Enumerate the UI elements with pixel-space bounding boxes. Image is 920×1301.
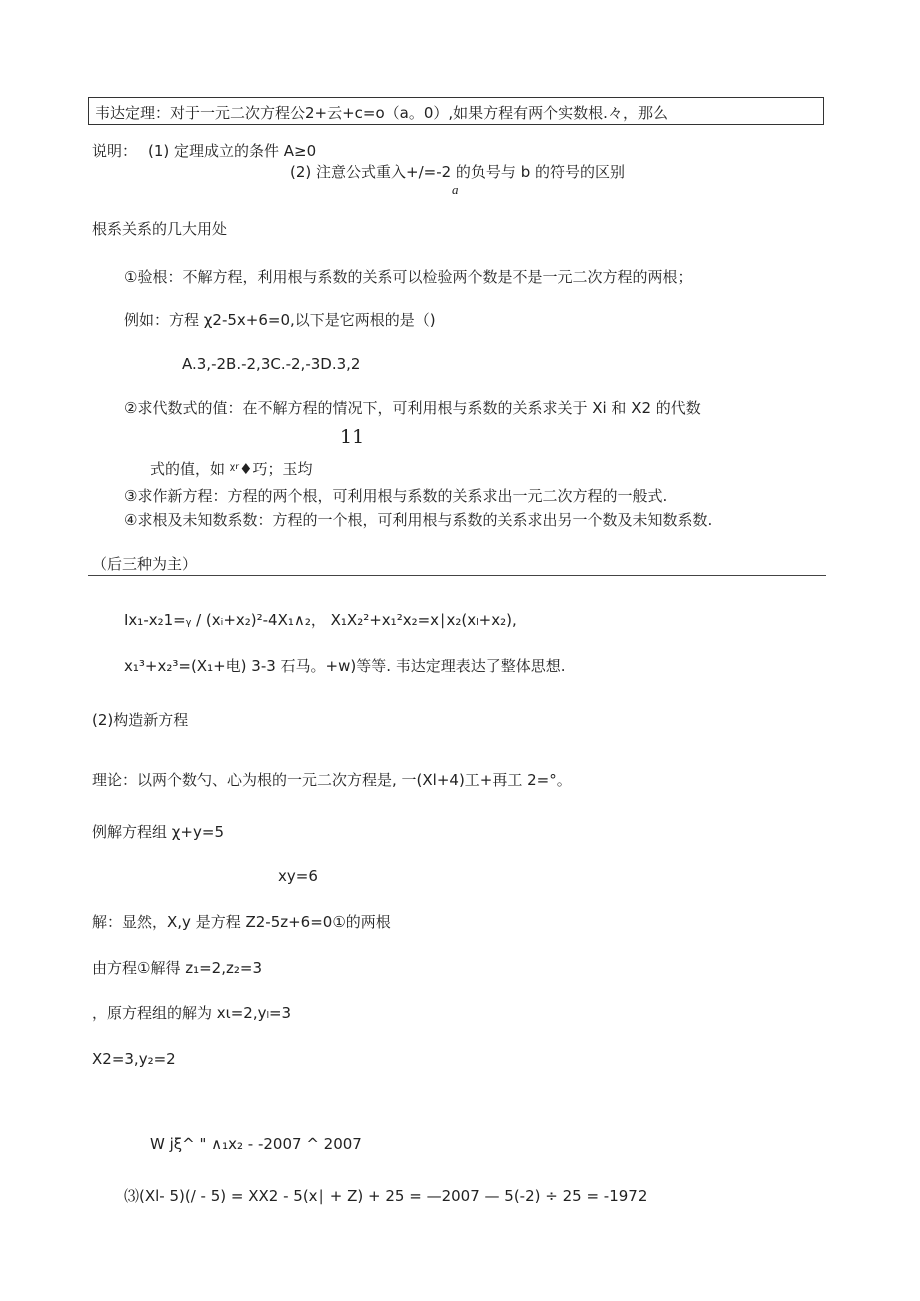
theorem-box	[88, 97, 824, 125]
formula-2: x₁³+x₂³=(X₁+电) 3-3 石马。+w)等等. 韦达定理表达了整体思想.	[124, 657, 566, 675]
theory-text: 理论：以两个数勺、心为根的一元二次方程是, 一(Xl+4)工+再工 2=°。	[92, 771, 572, 789]
theorem-text: 韦达定理：对于一元二次方程公2+云+c=o（a。0）,如果方程有两个实数根.々，那么	[95, 104, 668, 122]
solution-line-2: 由方程①解得 z₁=2,z₂=3	[92, 959, 262, 977]
note-item-1: (1) 定理成立的条件 A≥0	[148, 142, 317, 160]
use-2-number: 11	[340, 426, 365, 448]
solution-line-1: 解：显然，X,y 是方程 Z2-5z+6=0①的两根	[92, 913, 391, 931]
section-2-heading: (2)构造新方程	[92, 711, 189, 729]
note-item-2: (2) 注意公式重入+/=-2 的负号与 b 的符号的区别	[290, 163, 625, 181]
example-1-options: A.3,-2B.-2,3C.-2,-3D.3,2	[182, 355, 361, 373]
use-1-text: ①验根：不解方程，利用根与系数的关系可以检验两个数是不是一元二次方程的两根；	[124, 268, 693, 286]
note-label: 说明：	[92, 142, 138, 160]
example-1-text: 例如：方程 χ2-5x+6=0,以下是它两根的是（)	[124, 311, 436, 329]
note-item-2-subscript: a	[452, 182, 459, 197]
main-note: （后三种为主）	[92, 555, 198, 573]
solution-line-4: X2=3,y₂=2	[92, 1050, 176, 1068]
use-2-text: ②求代数式的值：在不解方程的情况下，可利用根与系数的关系求关于 Xi 和 X2 的代数	[124, 399, 701, 417]
use-3-text: ③求作新方程：方程的两个根，可利用根与系数的关系求出一元二次方程的一般式.	[124, 487, 668, 505]
formula-4: ⑶(Xl- 5)(/ - 5) = XX2 - 5(x∣ + Z) + 25 = —2007 — 5(-2) ÷ 25 = -1972	[124, 1187, 648, 1205]
example-2-equation-2: xy=6	[278, 867, 318, 885]
uses-heading: 根系关系的几大用处	[92, 220, 228, 238]
formula-1: Ix₁-x₂1=ᵧ / (xᵢ+x₂)²-4X₁∧₂， X₁X₂²+x₁²x₂=x∣x₂(xₗ+x₂),	[124, 611, 517, 629]
example-2-text: 例解方程组 χ+y=5	[92, 823, 224, 841]
use-2-continued: 式的值，如 ᵡʳ♦巧；玉均	[150, 460, 313, 478]
section-divider	[88, 575, 826, 576]
use-4-text: ④求根及未知数系数：方程的一个根，可利用根与系数的关系求出另一个数及未知数系数.	[124, 511, 713, 529]
formula-3: W jξ^ " ∧₁x₂ - -2007 ^ 2007	[150, 1135, 362, 1153]
solution-line-3: ，原方程组的解为 xι=2,yₗ=3	[92, 1004, 292, 1022]
